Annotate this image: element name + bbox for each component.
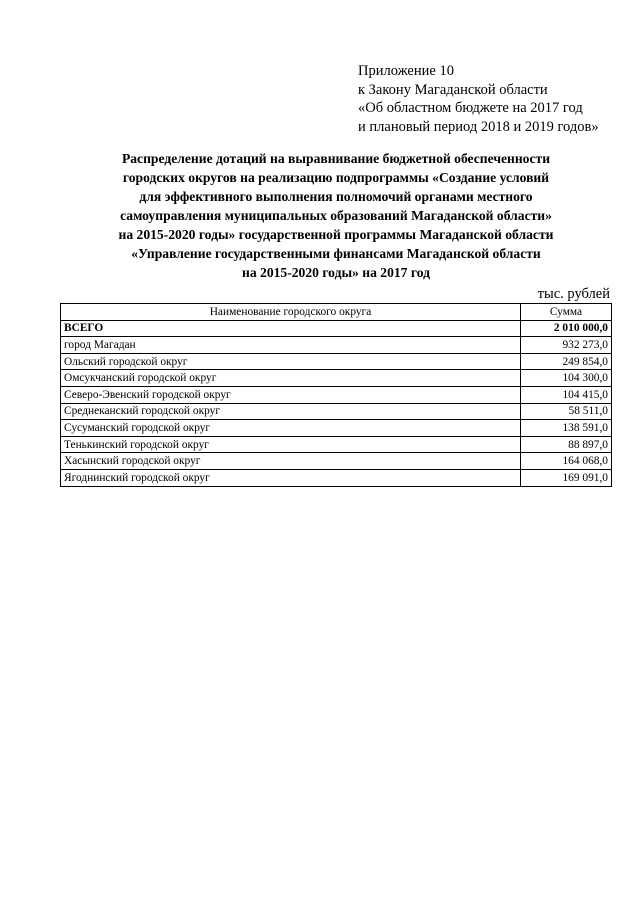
table-row <box>61 337 612 354</box>
title-line: для эффективного выполнения полномочий органами местного <box>139 189 533 204</box>
district-name: Среднеканский городской округ <box>61 403 521 420</box>
table-row <box>61 453 612 470</box>
district-name: Сусуманский городской округ <box>61 420 521 437</box>
district-sum: 104 415,0 <box>521 386 612 403</box>
title-line: «Управление государственными финансами Магаданской области <box>131 246 541 261</box>
title-line: на 2015-2020 годы» государственной программы Магаданской области <box>118 227 554 242</box>
district-sum: 58 511,0 <box>521 403 612 420</box>
table-row <box>61 386 612 403</box>
total-row <box>61 320 612 337</box>
title-line: самоуправления муниципальных образований Магаданской области» <box>120 208 552 223</box>
table-row <box>61 370 612 387</box>
total-sum: 2 010 000,0 <box>521 320 612 337</box>
title-line: городских округов на реализацию подпрограммы «Создание условий <box>122 170 550 185</box>
district-name: Тенькинский городской округ <box>61 436 521 453</box>
district-name: город Магадан <box>61 337 521 354</box>
appendix-line: и плановый период 2018 и 2019 годов» <box>358 118 599 135</box>
appendix-line: к Закону Магаданской области <box>358 81 548 98</box>
table-row <box>61 353 612 370</box>
district-sum: 932 273,0 <box>521 337 612 354</box>
document-title <box>60 149 612 282</box>
table-row <box>61 469 612 486</box>
total-label: ВСЕГО <box>61 320 521 337</box>
table-row <box>61 420 612 437</box>
district-sum: 88 897,0 <box>521 436 612 453</box>
district-sum: 164 068,0 <box>521 453 612 470</box>
district-name: Ягоднинский городской округ <box>61 469 521 486</box>
appendix-line: «Об областном бюджете на 2017 год <box>358 100 583 116</box>
column-header-name: Наименование городского округа <box>61 304 521 321</box>
district-name: Хасынский городской округ <box>61 453 521 470</box>
units-label: тыс. рублей <box>537 286 610 302</box>
district-sum: 104 300,0 <box>521 370 612 387</box>
title-line: Распределение дотаций на выравнивание бюджетной обеспеченности <box>121 151 551 166</box>
district-name: Омсукчанский городской округ <box>61 370 521 387</box>
title-line: на 2015-2020 годы» на 2017 год <box>242 265 430 280</box>
table-row <box>61 403 612 420</box>
column-header-sum: Сумма <box>521 304 612 321</box>
district-sum: 169 091,0 <box>521 469 612 486</box>
appendix-line: Приложение 10 <box>358 63 454 79</box>
district-name: Северо-Эвенский городской округ <box>61 386 521 403</box>
district-sum: 249 854,0 <box>521 353 612 370</box>
district-sum: 138 591,0 <box>521 420 612 437</box>
appendix-header <box>358 62 634 136</box>
table-row <box>61 436 612 453</box>
district-name: Ольский городской округ <box>61 353 521 370</box>
table-header-row <box>61 304 612 321</box>
distribution-table <box>60 303 612 487</box>
